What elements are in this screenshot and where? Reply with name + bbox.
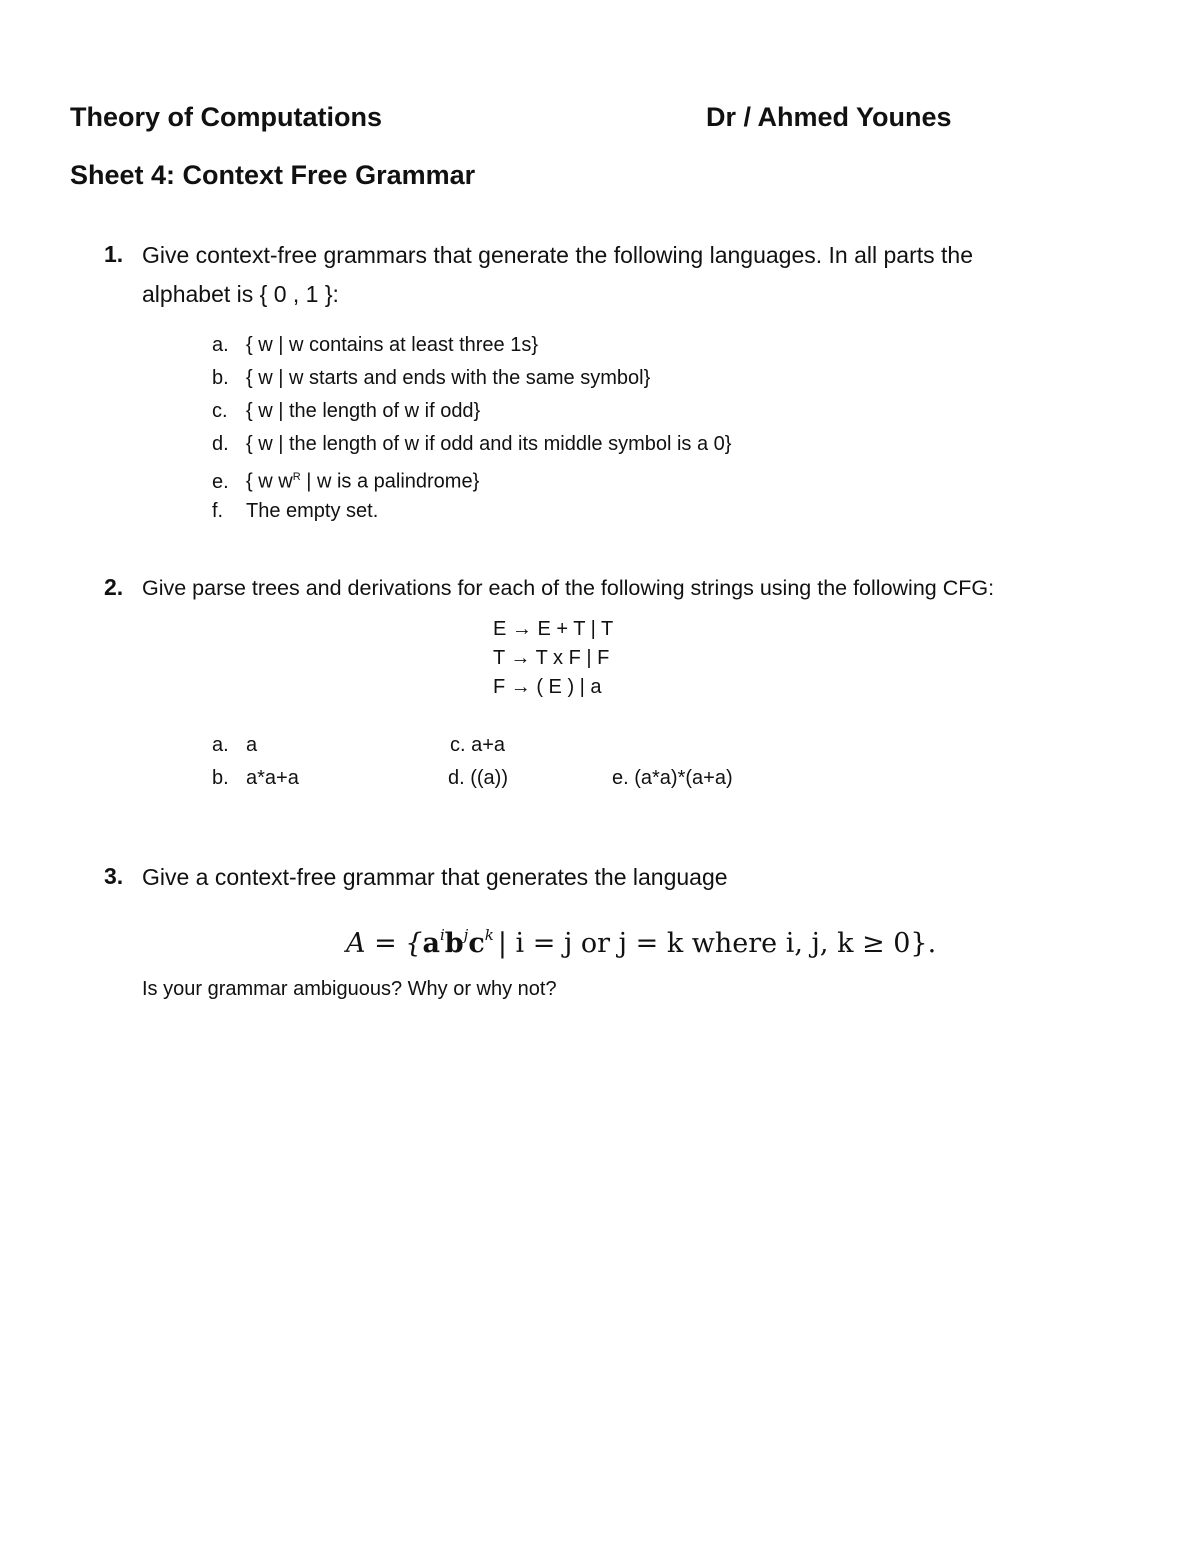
course-title: Theory of Computations xyxy=(70,102,382,132)
item-letter: a. xyxy=(212,734,229,756)
instructor-name: Dr / Ahmed Younes xyxy=(706,102,952,132)
item-letter: c. xyxy=(212,400,228,422)
formula-lhs: A = { xyxy=(346,928,423,959)
reverse-superscript: R xyxy=(292,471,301,483)
question-1-item-e xyxy=(212,463,479,496)
question-2-string-b xyxy=(212,764,299,792)
item-letter: a. xyxy=(212,334,229,356)
formula-j: j xyxy=(463,926,469,944)
formula-b: b xyxy=(444,928,464,959)
item-letter: b. xyxy=(212,367,229,389)
language-formula xyxy=(346,918,936,961)
item-text: a xyxy=(246,734,258,756)
question-1-text-line2: alphabet is { 0 , 1 }: xyxy=(142,281,339,307)
question-3-followup: Is your grammar ambiguous? Why or why not? xyxy=(142,978,557,1000)
formula-condition: | i = j or j = k where i, j, k ≥ 0}. xyxy=(497,928,937,959)
question-1-text-line1: Give context-free grammars that generate the following languages. In all parts the xyxy=(142,242,974,268)
question-3-number: 3. xyxy=(104,863,124,889)
item-text: { w | w contains at least three 1s} xyxy=(246,334,539,356)
formula-a: a xyxy=(422,928,440,959)
item-letter: b. xyxy=(212,767,229,789)
question-1-item-c xyxy=(212,397,480,425)
question-2-string-e: e. (a*a)*(a+a) xyxy=(612,767,733,789)
item-letter: d. xyxy=(212,433,229,455)
question-1-number: 1. xyxy=(104,241,124,267)
question-3-text: Give a context-free grammar that generates the language xyxy=(142,864,728,890)
sheet-title: Sheet 4: Context Free Grammar xyxy=(70,160,476,190)
grammar-rule-f: F → ( E ) | a xyxy=(493,676,602,698)
question-2-string-d: d. ((a)) xyxy=(448,767,508,789)
question-2-number: 2. xyxy=(104,574,124,600)
item-text: The empty set. xyxy=(246,500,379,522)
question-1-item-a xyxy=(212,331,538,359)
item-letter: f. xyxy=(212,500,224,522)
question-1-item-f xyxy=(212,497,378,525)
question-2-string-a xyxy=(212,731,257,759)
formula-k: k xyxy=(484,926,494,944)
grammar-rule-e: E → E + T | T xyxy=(493,618,614,640)
item-text: { w | the length of w if odd and its middle symbol is a 0} xyxy=(246,433,732,455)
question-1-item-b xyxy=(212,364,650,392)
formula-c: c xyxy=(468,928,485,959)
grammar-rule-t: T → T x F | F xyxy=(493,647,610,669)
item-text: { w | the length of w if odd} xyxy=(246,400,481,422)
item-letter: e. xyxy=(212,470,229,493)
item-text-after: | w is a palindrome} xyxy=(300,470,480,493)
question-2-text: Give parse trees and derivations for each of the following strings using the following CFG: xyxy=(142,576,995,600)
item-text-before: { w w xyxy=(246,470,293,493)
formula-i: i xyxy=(439,926,445,944)
question-1-item-d xyxy=(212,430,731,458)
item-text: a*a+a xyxy=(246,767,299,789)
item-text: { w | w starts and ends with the same symbol} xyxy=(246,367,651,389)
question-2-string-c: c. a+a xyxy=(450,734,506,756)
